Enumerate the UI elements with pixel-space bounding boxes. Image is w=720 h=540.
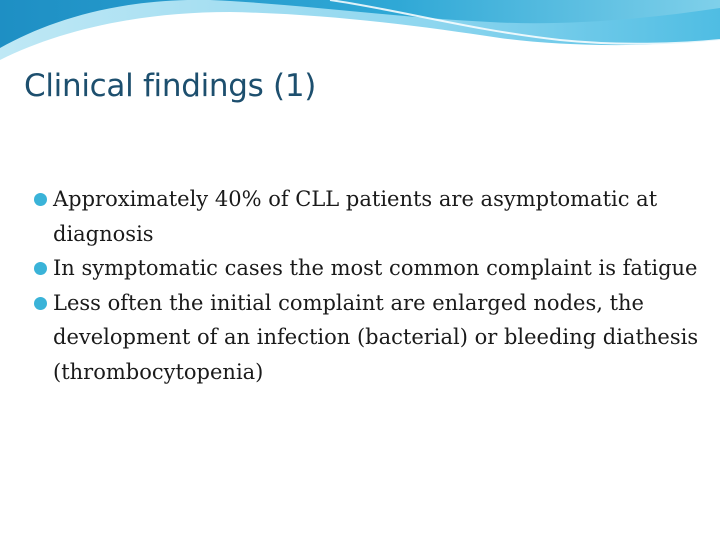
bullet-list <box>34 182 706 389</box>
bullet-item <box>34 286 706 390</box>
bullet-text: Approximately 40% of CLL patients are asymptomatic at diagnosis <box>53 187 658 246</box>
bullet-dot-icon <box>34 297 47 310</box>
bullet-item <box>34 182 706 251</box>
bullet-dot-icon <box>34 193 47 206</box>
bullet-text: Less often the initial complaint are enlarged nodes, the development of an infection (bacterial) or bleeding diathesis (thrombocytopenia) <box>53 290 699 384</box>
bullet-dot-icon <box>34 262 47 275</box>
bullet-text: In symptomatic cases the most common complaint is fatigue <box>53 256 698 280</box>
bullet-item <box>34 251 706 286</box>
slide-title: Clinical findings (1) <box>24 68 317 104</box>
